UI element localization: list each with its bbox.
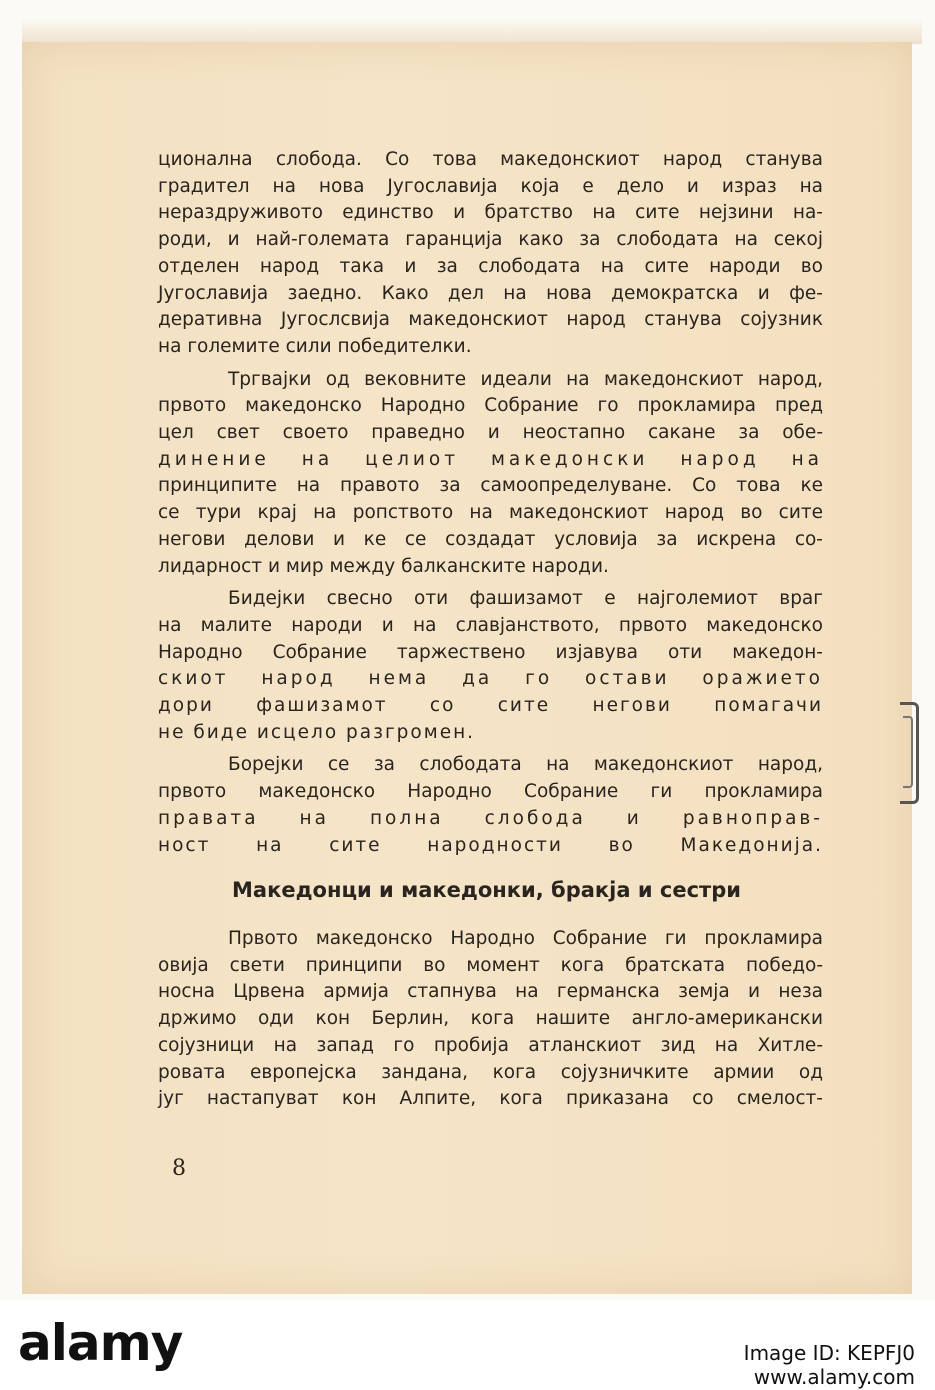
text-line: лидарност и мир между балканските народи. [158, 555, 609, 577]
page-number: 8 [172, 1156, 186, 1181]
closing-paragraph-first [158, 926, 823, 953]
text-line: нераздруживото единство и братство на сите нејзини на- [158, 202, 823, 224]
text-line: Тргвајки од вековните идеали на македонскиот народ, [228, 368, 823, 390]
paragraph-3-body [158, 613, 823, 747]
body-text [158, 147, 823, 859]
text-line: ровата европејска зандана, кога сојузничките армии од [158, 1061, 823, 1083]
text-line: носна Црвена армија стапнува на германска земја и неза [158, 981, 823, 1003]
text-line: не биде исцело разгромен. [158, 721, 476, 743]
text-line: Југославија заедно. Како дел на нова демократска и фе- [158, 282, 823, 304]
image-id-text: Image ID: KEPFJ0 [743, 1341, 915, 1365]
text-line: деративна Југослсвија македонскиот народ станува сојузник [158, 309, 823, 331]
staple-inner-icon [903, 716, 913, 788]
closing-text [158, 926, 823, 1113]
paragraph-1 [158, 147, 823, 361]
text-line: првото македонско Народно Собрание го прокламира пред [158, 395, 823, 417]
page-top-edge [22, 20, 922, 44]
text-line: сојузници на запад го пробија атланскиот зид на Хитле- [158, 1034, 823, 1056]
text-line: југ настапуват кон Алпите, кога приказана со смелост- [158, 1088, 823, 1110]
text-line: Народно Собрание таржествено изјавува оти македон- [158, 641, 823, 663]
paragraph-3 [158, 586, 823, 613]
text-line: дори фашизамот со сите негови помагачи [158, 695, 823, 717]
text-line: цел свет своето праведно и неостапно сакане за обе- [158, 422, 823, 444]
text-line: негови делови и ке се создадат условија за искрена со- [158, 528, 823, 550]
text-line: принципите на правото за самоопределуване. Со това ке [158, 475, 823, 497]
text-line: правата на полна слобода и равноправ- [158, 807, 823, 829]
text-line: Првото македонско Народно Собрание ги прокламира [228, 928, 823, 949]
text-line: скиот народ нема да го остави оражието [158, 668, 823, 690]
text-line: динение на целиот македонски народ на [158, 448, 823, 470]
text-line: Бидејки свесно оти фашизамот е најголемиот враг [228, 588, 823, 610]
paragraph-4-body [158, 779, 823, 859]
paragraph-2 [158, 367, 823, 394]
text-line: ност на сите народности во Македонија. [158, 834, 823, 856]
section-heading: Македонци и македонки, бракја и сестри [232, 878, 741, 902]
text-line: градител на нова Југославија која е дело и израз на [158, 175, 823, 197]
website-text: www.alamy.com [753, 1365, 915, 1389]
text-line: држимо оди кон Берлин, кога нашите англо-американски [158, 1008, 823, 1030]
text-line: роди, и най-големата гаранција како за слободата на секој [158, 229, 823, 251]
watermark-logo: alamy [18, 1314, 183, 1372]
paragraph-2-body [158, 393, 823, 580]
text-line: првото македонско Народно Собрание ги прокламира [158, 781, 823, 803]
text-line: ционална слобода. Со това македонскиот народ станува [158, 149, 823, 170]
text-line: овија свети принципи во момент кога братската победо- [158, 954, 823, 976]
text-line: на големите сили победителки. [158, 335, 472, 357]
text-line: отделен народ така и за слободата на сите народи во [158, 255, 823, 277]
text-line: се тури крај на ропството на македонскиот народ во сите [158, 502, 823, 524]
text-line: на малите народи и на славјанството, првото македонско [158, 614, 823, 636]
paragraph-4 [158, 752, 823, 779]
text-line: Борејки се за слободата на македонскиот народ, [228, 754, 823, 776]
watermark-caption [625, 1341, 915, 1389]
